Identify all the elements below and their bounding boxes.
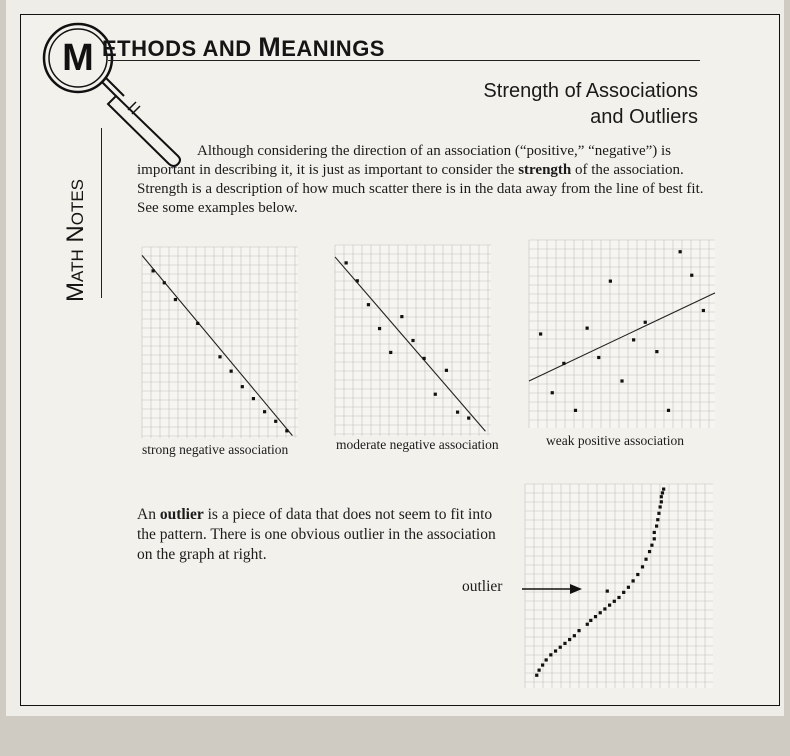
data-point (609, 280, 612, 283)
math-notes-label: Math Notes (62, 178, 89, 302)
intro-paragraph (137, 142, 709, 218)
data-point (648, 550, 651, 553)
caption-moderate-negative: moderate negative association (336, 437, 499, 452)
data-point (599, 611, 602, 614)
data-point (541, 663, 544, 666)
data-point (196, 322, 199, 325)
data-point (662, 488, 665, 491)
intro-text-2: of the association. Strength is a description of how much scatter there is in the data away from the line of best fit. See some examples below. (137, 162, 704, 216)
data-point (411, 339, 414, 342)
data-point (660, 500, 663, 503)
caption-weak-positive: weak positive association (546, 433, 684, 448)
data-point (252, 397, 255, 400)
data-point (445, 369, 448, 372)
data-point (653, 531, 656, 534)
data-point (423, 357, 426, 360)
intro-bold-strength: strength (518, 162, 572, 178)
chart-strong-negative (140, 245, 300, 440)
data-point (656, 518, 659, 521)
data-point (539, 332, 542, 335)
data-point (538, 669, 541, 672)
data-point (568, 638, 571, 641)
data-point (655, 350, 658, 353)
data-point (653, 537, 656, 540)
data-point (660, 495, 663, 498)
subtitle-line-2: and Outliers (590, 106, 698, 128)
outlier-point (606, 590, 609, 593)
data-point (632, 579, 635, 582)
data-point (241, 385, 244, 388)
data-point (574, 409, 577, 412)
data-point (586, 327, 589, 330)
data-point (679, 250, 682, 253)
data-point (551, 391, 554, 394)
data-point (632, 338, 635, 341)
data-point (644, 321, 647, 324)
data-point (230, 370, 233, 373)
data-point (661, 491, 664, 494)
data-point (594, 615, 597, 618)
data-point (456, 411, 459, 414)
data-point (650, 544, 653, 547)
outlier-text-pre: An (137, 506, 160, 523)
data-point (285, 429, 288, 432)
data-point (356, 279, 359, 282)
title-part-1: ETHODS AND (102, 36, 259, 61)
data-point (163, 281, 166, 284)
data-point (702, 309, 705, 312)
data-point (586, 623, 589, 626)
data-point (659, 505, 662, 508)
data-point (627, 586, 630, 589)
data-point (345, 261, 348, 264)
data-point (563, 642, 566, 645)
data-point (535, 674, 538, 677)
outlier-arrow-icon (522, 582, 584, 596)
title-part-2: EANINGS (281, 36, 385, 61)
data-point (174, 298, 177, 301)
data-point (467, 416, 470, 419)
chart-plot-area (529, 240, 715, 428)
data-point (554, 649, 557, 652)
title-cap-m: M (258, 32, 282, 62)
data-point (577, 629, 580, 632)
data-point (545, 658, 548, 661)
data-point (389, 351, 392, 354)
data-point (218, 355, 221, 358)
data-point (263, 410, 266, 413)
outlier-label: outlier (462, 578, 503, 595)
data-point (573, 634, 576, 637)
caption-strong-negative: strong negative association (142, 442, 289, 457)
subtitle-line-1: Strength of Associations (483, 80, 698, 102)
data-point (559, 646, 562, 649)
data-point (667, 409, 670, 412)
logo-letter: M (62, 37, 94, 79)
data-point (636, 573, 639, 576)
data-point (603, 607, 606, 610)
data-point (367, 303, 370, 306)
data-point (690, 274, 693, 277)
data-point (641, 565, 644, 568)
data-point (617, 596, 620, 599)
data-point (622, 591, 625, 594)
data-point (613, 600, 616, 603)
data-point (644, 558, 647, 561)
outlier-paragraph (137, 505, 497, 565)
data-point (597, 356, 600, 359)
data-point (152, 269, 155, 272)
data-point (434, 393, 437, 396)
chart-weak-positive (527, 238, 717, 430)
data-point (549, 653, 552, 656)
intro-text-1: Although considering the direction of an association (“positive,” “negative”) is important in describing it, it is just as important to consider the (137, 143, 672, 178)
data-point (589, 619, 592, 622)
chart-moderate-negative (333, 243, 493, 438)
data-point (400, 315, 403, 318)
data-point (274, 420, 277, 423)
outlier-bold-word: outlier (159, 506, 204, 523)
section-subtitle (483, 78, 698, 130)
data-point (562, 362, 565, 365)
side-rule (101, 128, 102, 298)
data-point (655, 524, 658, 527)
data-point (657, 512, 660, 515)
data-point (378, 327, 381, 330)
data-point (608, 604, 611, 607)
page-title (102, 32, 385, 63)
outlier-text-post: is a piece of data that does not seem to fit into the pattern. There is one obvious outlier in the association on the graph at right. (137, 506, 496, 563)
title-rule (108, 60, 700, 61)
chart-plot-area (142, 247, 298, 438)
data-point (620, 379, 623, 382)
